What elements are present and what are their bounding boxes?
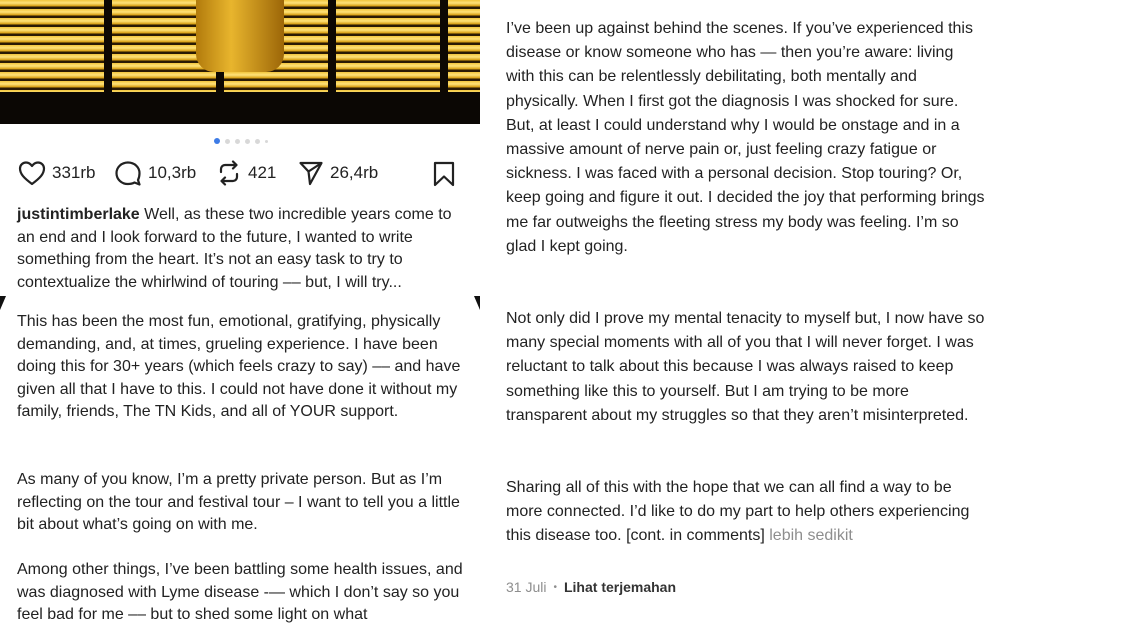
left-panel (0, 0, 480, 640)
caption-paragraph: As many of you know, I’m a pretty private person. But as I’m reflecting on the tour and festival tour – I want to tell you a little bit about what’s going on with me. (17, 471, 460, 533)
carousel-dot (235, 139, 240, 144)
heart-icon (18, 160, 46, 186)
meta-separator: • (553, 581, 557, 593)
caption-paragraph: Not only did I prove my mental tenacity to myself but, I now have so many special moments with all of you that I will never forget. I was reluctant to talk about this because I was always raised to keep something like this to yourself. But I am trying to be more transparent about my struggles so that they aren’t misinterpreted. (506, 310, 985, 424)
like-count: 331rb (52, 163, 96, 182)
post-date: 31 Juli (506, 579, 547, 595)
share-count: 26,4rb (330, 163, 379, 182)
stage-floor (0, 92, 480, 124)
comment-count: 10,3rb (148, 163, 197, 182)
carousel-dot (245, 139, 250, 144)
post-caption (17, 204, 469, 294)
caption-intro: Well, as these two incredible years come to an end and I look forward to the future, I wanted to write something from the heart. It’s not an easy task to try to contextualize the whirlwind of touring –– but, I will try... (17, 206, 452, 291)
caption-paragraph: I’ve been up against behind the scenes. If you’ve experienced this disease or know someone who has — then you’re aware: living with this can be relentlessly debilitating, both mentally and physically. When I first got the diagnosis I was shocked for sure. But, at least I could understand why I would be onstage and in a massive amount of nerve pain or, just feeling crazy fatigue or sickness. I was faced with a personal decision. Stop touring? Or, keep going and figure it out. I decided the joy that performing brings me far outweighs the fleeting stress my body was feeling. I’m so glad I kept going. (506, 20, 985, 255)
post-meta (506, 579, 676, 595)
carousel-dot (255, 139, 260, 144)
username-link[interactable]: justintimberlake (17, 206, 140, 223)
repost-count: 421 (248, 163, 277, 182)
action-bar (18, 160, 460, 190)
crop-corner-left (0, 296, 6, 310)
post-photo[interactable] (0, 0, 480, 124)
comment-button[interactable] (114, 160, 196, 186)
carousel-dot-active (214, 138, 220, 144)
share-button[interactable] (298, 160, 378, 186)
comment-icon (114, 160, 142, 186)
caption-paragraph: Among other things, I’ve been battling some health issues, and was diagnosed with Lyme disease -— which I don’t say so you feel bad for me –– but to shed some light on what (17, 561, 463, 623)
caption-paragraph: This has been the most fun, emotional, gratifying, physically demanding, and, at times, grueling experience. I have been doing this for 30+ years (which feels crazy to say) –– and have given all that I have to this. I could not have done it without my family, friends, The TN Kids, and all of YOUR support. (17, 313, 461, 420)
carousel-dot (225, 139, 230, 144)
bookmark-icon (432, 174, 456, 191)
performer-silhouette (196, 0, 284, 72)
send-icon (298, 160, 324, 186)
caption-paragraph-last (506, 476, 986, 549)
carousel-indicator (214, 138, 268, 144)
like-button[interactable] (18, 160, 95, 186)
see-translation-link[interactable]: Lihat terjemahan (563, 579, 677, 595)
repost-icon (216, 160, 242, 186)
repost-button[interactable] (216, 160, 276, 186)
caption-text: Sharing all of this with the hope that we can all find a way to be more connected. I’d like to do my part to help others experiencing this disease too. [cont. in comments] (506, 479, 970, 545)
show-less-link[interactable]: lebih sedikit (769, 527, 853, 545)
crop-corner-right (474, 296, 480, 310)
bookmark-button[interactable] (432, 161, 456, 192)
carousel-dot (265, 140, 268, 143)
